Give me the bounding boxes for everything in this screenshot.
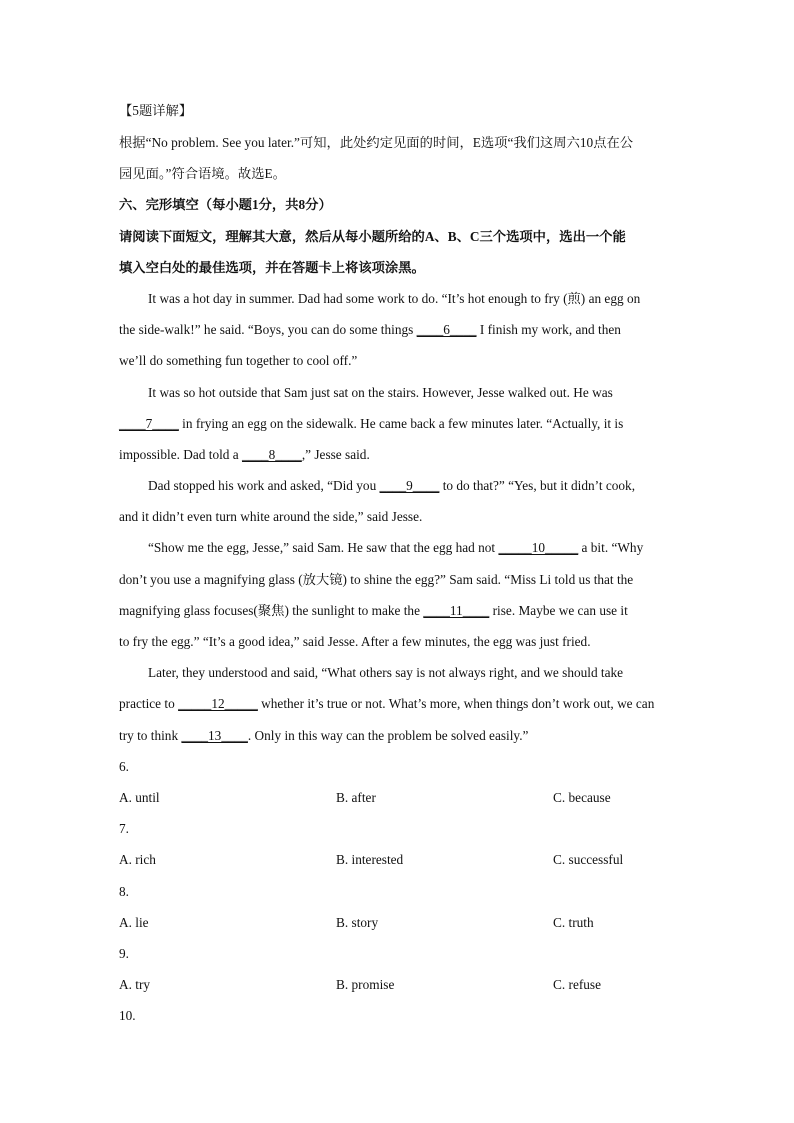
- option-a[interactable]: A. try: [119, 977, 151, 992]
- option-b[interactable]: B. interested: [336, 852, 404, 867]
- option-c[interactable]: C. truth: [553, 915, 594, 930]
- passage-text: I finish my work, and then: [476, 322, 621, 337]
- passage-line: [119, 320, 621, 340]
- blank-12: _____12_____: [178, 696, 258, 711]
- passage-text: practice to: [119, 696, 179, 711]
- passage-text: don’t you use a magnifying glass (放大镜) to shine the egg?” Sam said. “Miss Li told us that the: [119, 572, 634, 587]
- option-a[interactable]: A. lie: [119, 915, 149, 930]
- passage-text: impossible. Dad told a: [119, 447, 242, 462]
- passage-text: ,” Jesse said.: [301, 447, 370, 462]
- option-c[interactable]: C. refuse: [553, 977, 601, 992]
- option-c[interactable]: C. because: [553, 790, 611, 805]
- passage-text: whether it’s true or not. What’s more, when things don’t work out, we can: [257, 696, 655, 711]
- passage-text: Dad stopped his work and asked, “Did you: [148, 478, 380, 493]
- passage-text: magnifying glass focuses(聚焦) the sunlight to make the: [119, 603, 424, 618]
- question-number: 7.: [119, 821, 129, 836]
- option-b[interactable]: B. story: [336, 915, 379, 930]
- passage-text: the side-walk!” he said. “Boys, you can do some things: [119, 322, 417, 337]
- passage-text: It was so hot outside that Sam just sat on the stairs. However, Jesse walked out. He was: [148, 385, 613, 400]
- blank-13: ____13____: [181, 728, 248, 743]
- passage-line: [119, 601, 628, 621]
- passage-text: “Show me the egg, Jesse,” said Sam. He saw that the egg had not: [148, 540, 499, 555]
- explanation-line-2: 园见面。”符合语境。故选E。: [119, 166, 286, 181]
- passage-text: rise. Maybe we can use it: [489, 603, 628, 618]
- blank-6: ____6____: [416, 322, 477, 337]
- passage-text: Later, they understood and said, “What others say is not always right, and we should take: [148, 665, 624, 680]
- option-c[interactable]: C. successful: [553, 852, 624, 867]
- passage-line: [119, 694, 654, 714]
- blank-10: _____10_____: [498, 540, 579, 555]
- blank-8: ____8____: [241, 447, 302, 462]
- passage-line: [119, 726, 528, 746]
- passage-text: and it didn’t even turn white around the side,” said Jesse.: [119, 509, 423, 524]
- blank-9: ____9____: [379, 478, 440, 493]
- passage-text: in frying an egg on the sidewalk. He came back a few minutes later. “Actually, it is: [178, 416, 624, 431]
- passage-line: [148, 476, 635, 496]
- blank-11: ____11____: [423, 603, 490, 618]
- instruction-line-2: 填入空白处的最佳选项，并在答题卡上将该项涂黑。: [119, 260, 425, 275]
- passage-line: [119, 414, 623, 434]
- passage-text: to do that?” “Yes, but it didn’t cook,: [439, 478, 636, 493]
- option-b[interactable]: B. after: [336, 790, 376, 805]
- question-number: 8.: [119, 884, 129, 899]
- question-number: 10.: [119, 1008, 136, 1023]
- section-title: 六、完形填空（每小题1分，共8分）: [119, 197, 332, 212]
- passage-text: a bit. “Why: [578, 540, 644, 555]
- passage-text: to fry the egg.” “It’s a good idea,” said Jesse. After a few minutes, the egg was just fried.: [119, 634, 591, 649]
- passage-text: try to think: [119, 728, 182, 743]
- blank-7: ____7____: [119, 416, 179, 431]
- passage-text: It was a hot day in summer. Dad had some work to do. “It’s hot enough to fry (煎) an egg on: [148, 291, 641, 306]
- instruction-line-1: 请阅读下面短文，理解其大意，然后从每小题所给的A、B、C三个选项中，选出一个能: [119, 229, 626, 244]
- explanation-heading: 【5题详解】: [119, 103, 193, 118]
- passage-line: [148, 538, 643, 558]
- option-a[interactable]: A. until: [119, 790, 160, 805]
- option-a[interactable]: A. rich: [119, 852, 156, 867]
- question-number: 6.: [119, 759, 129, 774]
- explanation-line-1: 根据“No problem. See you later.”可知，此处约定见面的时间，E选项“我们这周六10点在公: [119, 135, 634, 150]
- option-b[interactable]: B. promise: [336, 977, 395, 992]
- passage-text: we’ll do something fun together to cool off.”: [119, 353, 358, 368]
- passage-line: [119, 445, 370, 465]
- question-number: 9.: [119, 946, 129, 961]
- passage-text: . Only in this way can the problem be solved easily.”: [247, 728, 529, 743]
